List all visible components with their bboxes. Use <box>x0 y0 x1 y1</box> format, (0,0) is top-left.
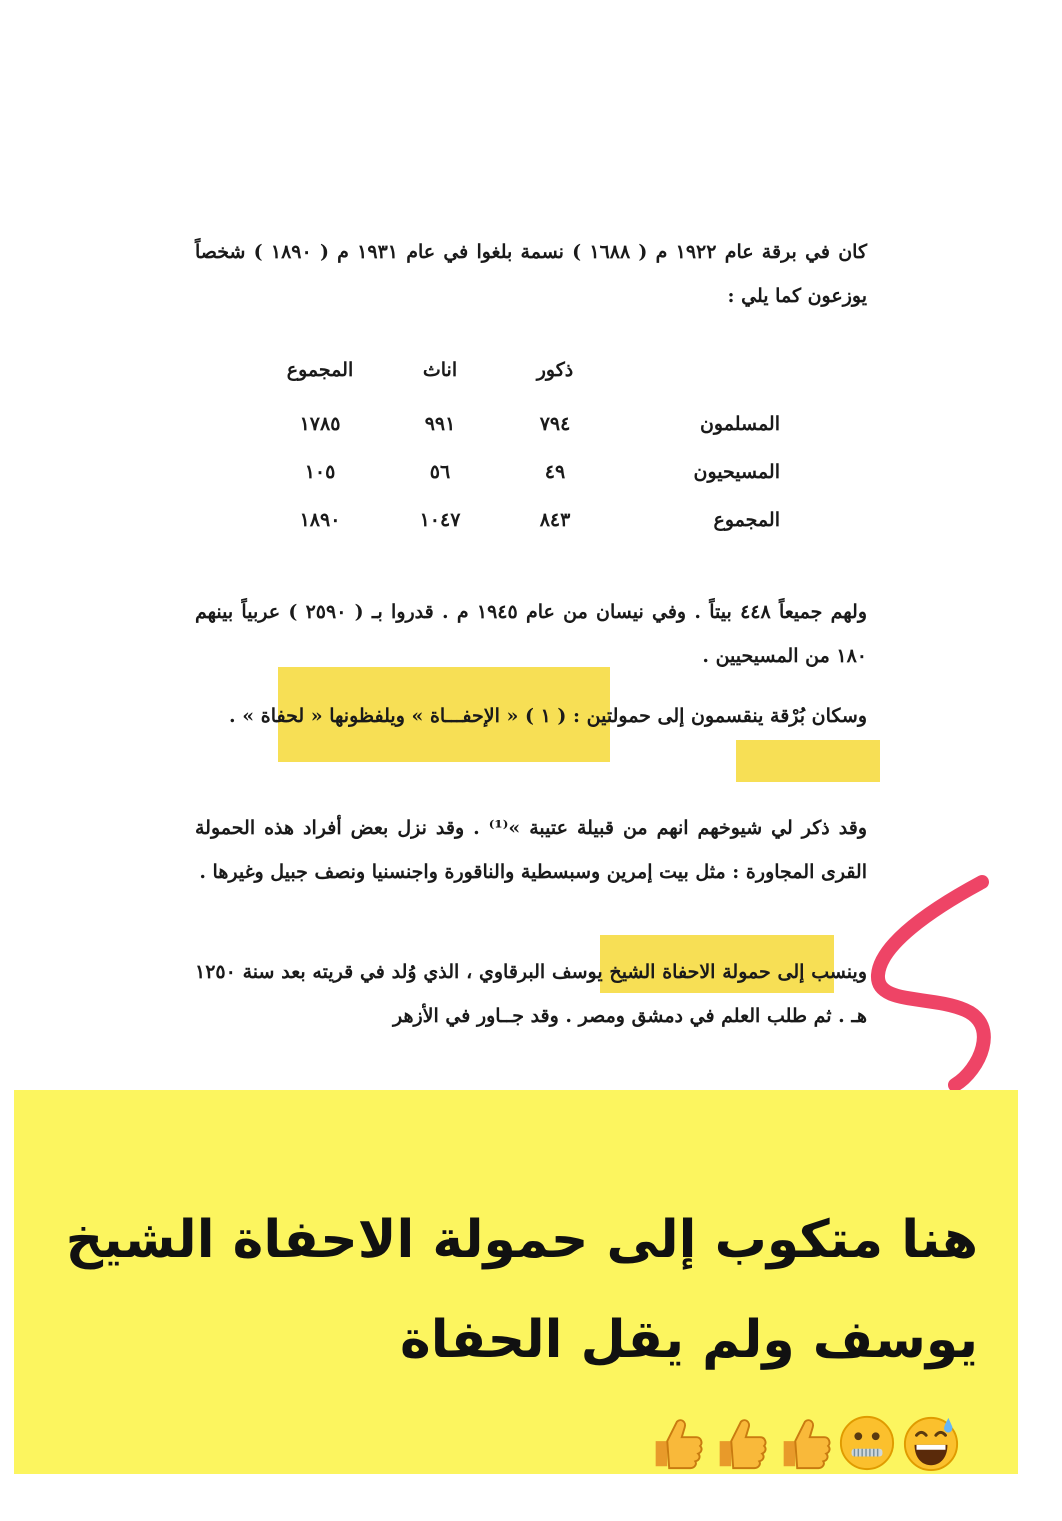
paragraph-sheikh: وينسب إلى حمولة الاحفاة الشيخ يوسف البرقاوي ، الذي وُلد في قريته بعد سنة ١٢٥٠ هـ . ثم طلب العلم في دمشق ومصر . وقد جــاور في الأزهر <box>195 961 867 1027</box>
annotation-banner <box>14 1090 1018 1474</box>
row-label: المسيحيون <box>693 461 780 483</box>
column-header-label <box>610 340 780 400</box>
total-cell: ١٧٨٥ <box>299 413 341 435</box>
highlight-marker <box>736 740 880 782</box>
column-header-males: ذكور <box>536 359 574 381</box>
column-header-females: اناث <box>422 359 458 381</box>
males-cell: ٨٤٣ <box>539 509 571 531</box>
paragraph-houses: ولهم جميعاً ٤٤٨ بيتاً . وفي نيسان من عام ١٩٤٥ م . قدروا بـ ( ٢٥٩٠ ) عربياً بينهم ١٨٠ من المسيحيين . <box>195 601 867 667</box>
annotation-text: هنا متكوب إلى حمولة الاحفاة الشيخ يوسف ولم يقل الحفاة <box>65 1210 978 1370</box>
red-marker-scribble <box>860 870 1010 1100</box>
total-cell: ١٠٥ <box>304 461 336 483</box>
row-label: المسلمون <box>699 413 780 435</box>
population-table <box>260 340 780 544</box>
paragraph-clans: وسكان بُرْقة ينقسمون إلى حمولتين : ( ١ ) « الإحفـــاة » ويلفظونها « لحفاة » . <box>229 705 867 727</box>
males-cell: ٧٩٤ <box>539 413 571 435</box>
row-label: المجموع <box>713 509 780 531</box>
emoji-row <box>646 1414 960 1472</box>
females-cell: ٥٦ <box>429 461 451 483</box>
column-header-total: المجموع <box>286 359 354 381</box>
total-cell: ١٨٩٠ <box>299 509 341 531</box>
grinning-sweat-face-icon <box>902 1414 960 1472</box>
thumbs-up-icon <box>774 1414 832 1472</box>
table-row <box>260 448 780 496</box>
thumbs-up-icon <box>710 1414 768 1472</box>
females-cell: ٩٩١ <box>424 413 456 435</box>
thumbs-up-icon <box>646 1414 704 1472</box>
zipper-mouth-face-icon <box>838 1414 896 1472</box>
males-cell: ٤٩ <box>544 461 566 483</box>
table-header-row <box>260 340 780 400</box>
annotation-text-block <box>54 1190 978 1490</box>
paragraph-origin: وقد ذكر لي شيوخهم انهم من قبيلة عتيبة »⁽¹⁾ . وقد نزل بعض أفراد هذه الحمولة القرى المجاورة : مثل بيت إمرين وسبسطية والناقورة واجنسنيا ونصف جبيل وغيرها . <box>195 817 867 883</box>
table-row <box>260 496 780 544</box>
females-cell: ١٠٤٧ <box>419 509 461 531</box>
paragraph-population: كان في برقة عام ١٩٢٢ م ( ١٦٨٨ ) نسمة بلغوا في عام ١٩٣١ م ( ١٨٩٠ ) شخصاً يوزعون كما يلي : <box>195 241 867 307</box>
table-row <box>260 400 780 448</box>
